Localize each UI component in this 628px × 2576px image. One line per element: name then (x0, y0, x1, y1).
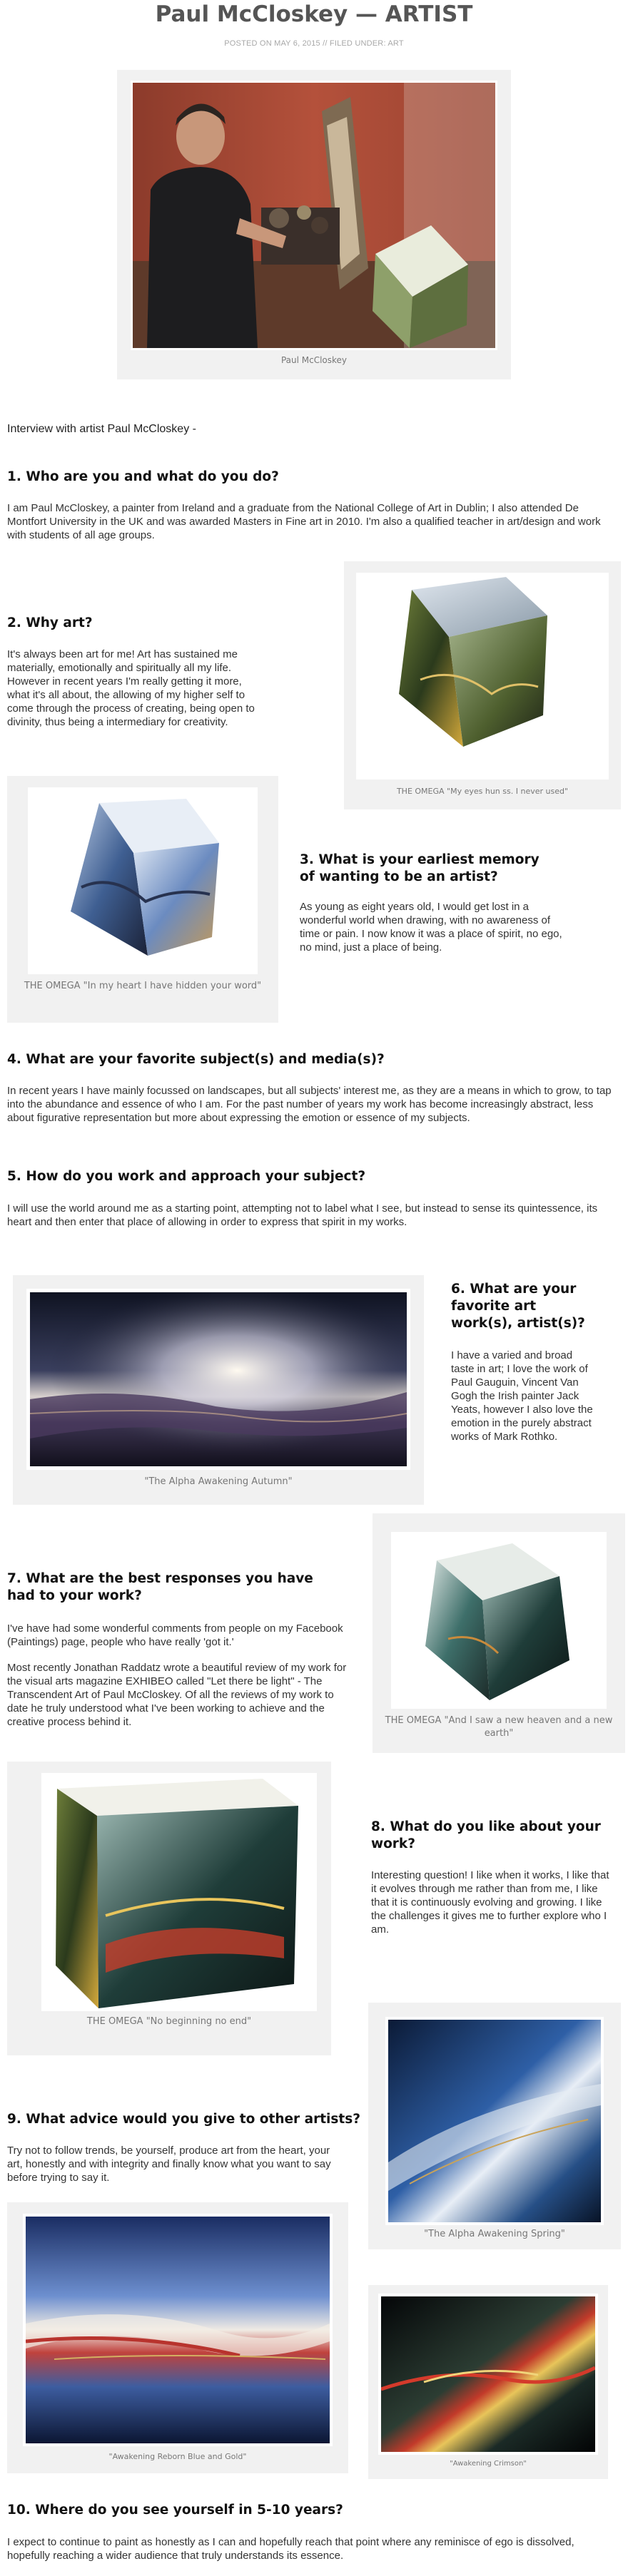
q4-heading: 4. What are your favorite subject(s) and media(s)? (7, 1052, 385, 1067)
spring-caption: "The Alpha Awakening Spring" (424, 2229, 565, 2239)
omega-cube-3 (391, 1532, 607, 1709)
q8-heading: 8. What do you like about your work? (371, 1819, 601, 1851)
omega-cube-4 (41, 1773, 317, 2011)
hero-figure (117, 70, 511, 379)
spring-painting (388, 2020, 601, 2222)
reborn-painting (26, 2217, 330, 2443)
q8-body: Interesting question! I like when it works, I like that it evolves through me rather than from me, I like that it is continuously evolving and growing. I like the challenges it gives me to further explore who I am. (371, 1869, 609, 1936)
post-meta: POSTED ON MAY 6, 2015 // FILED UNDER: ART (224, 39, 404, 48)
intro-text: Interview with artist Paul McCloskey - (7, 423, 196, 435)
omega-figure-2 (7, 776, 278, 1023)
omega-figure-4 (7, 1762, 331, 2055)
q6-body: I have a varied and broad taste in art; I love the work of Paul Gauguin, Vincent Van Gogh the Irish painter Jack Yeats, however I also love the emotion in the purely abstract works of Mark Rothko. (451, 1349, 593, 1443)
omega-caption-2: THE OMEGA "In my heart I have hidden your word" (24, 981, 262, 991)
omega-caption-4: THE OMEGA "No beginning no end" (86, 2016, 252, 2027)
omega-caption-3: THE OMEGA "And I saw a new heaven and a new earth" (385, 1715, 613, 1739)
omega-figure-3 (373, 1513, 625, 1753)
autumn-caption: "The Alpha Awakening Autumn" (144, 1476, 293, 1487)
q9-body: Try not to follow trends, be yourself, produce art from the heart, your art, honestly and with integrity and finally know what you want to say before trying to say it. (7, 2145, 331, 2184)
awakening-caption: "Awakening Crimson" (450, 2460, 527, 2468)
q3-body: As young as eight years old, I would get lost in a wonderful world when drawing, with no awareness of time or pain. I now know it was a place of spirit, no ego, no mind, just a place of being. (300, 901, 562, 954)
spring-figure (368, 2003, 621, 2249)
autumn-painting (30, 1292, 407, 1466)
artist-photo (133, 83, 495, 348)
q3-heading: 3. What is your earliest memory of wanting to be an artist? (300, 852, 540, 884)
awakening-figure (368, 2285, 608, 2479)
q10-heading: 10. Where do you see yourself in 5-10 years? (7, 2503, 343, 2518)
q9-heading: 9. What advice would you give to other artists? (7, 2112, 360, 2127)
q5-body: I will use the world around me as a starting point, attempting not to label what I see, but instead to sense its quintessence, its heart and then enter that place of allowing in order to express that spirit in my works. (7, 1202, 598, 1228)
q10-body: I expect to continue to paint as honestly as I can and hopefully reach that point where any reminisce of ego is dissolved, hopefully reaching a wider audience that truly understands its essence. (7, 2536, 574, 2562)
page-title: Paul McCloskey — ARTIST (155, 1, 473, 27)
autumn-figure (13, 1275, 424, 1505)
awakening-painting (381, 2296, 595, 2452)
q4-body: In recent years I have mainly focussed on landscapes, but all subjects' interest me, as they are a means in which to grow, to tap into the abundance and essence of who I am. For the past number of years my work has become increasingly abstract, less about figurative representation but more about expressing the emotion or essence of my subjects. (7, 1085, 612, 1124)
q7-body-2: Most recently Jonathan Raddatz wrote a beautiful review of my work for the visual arts magazine EXHIBEO called "Let there be light" - The Transcendent Art of Paul McCloskey. Of all the reviews of my work to date he truly understood what I've been working to achieve and the creative process behind it. (7, 1662, 347, 1728)
reborn-figure (7, 2202, 348, 2473)
hero-caption: Paul McCloskey (280, 355, 348, 365)
omega-figure-1 (344, 561, 621, 809)
q1-body: I am Paul McCloskey, a painter from Ireland and a graduate from the National College of Art in Dublin; I also attended De Montfort University in the UK and was awarded Masters in Fine art in 2010. I'm also a qualified teacher in art/design and work with students of all age groups. (7, 502, 601, 541)
q1-heading: 1. Who are you and what do you do? (7, 469, 279, 484)
q6-heading: 6. What are your favorite art work(s), artist(s)? (451, 1282, 585, 1331)
q2-heading: 2. Why art? (7, 615, 93, 630)
omega-cube-1 (356, 573, 609, 780)
q5-heading: 5. How do you work and approach your subject? (7, 1169, 366, 1184)
omega-caption-1: THE OMEGA "My eyes hun ss. I never used" (396, 787, 569, 796)
q7-heading: 7. What are the best responses you have had to your work? (7, 1571, 313, 1603)
omega-cube-2 (28, 787, 258, 974)
q2-body: It's always been art for me! Art has sustained me materially, emotionally and spiritually all my life. However in recent years I'm really getting it more, what it's all about, the allowing of my higher self to come through the process of creating, being open to divinity, thus being a intermediary for creativity. (7, 648, 255, 728)
q7-body-1: I've have had some wonderful comments from people on my Facebook (Paintings) page, people who have really 'got it.' (7, 1622, 343, 1648)
reborn-caption: "Awakening Reborn Blue and Gold" (108, 2452, 247, 2461)
